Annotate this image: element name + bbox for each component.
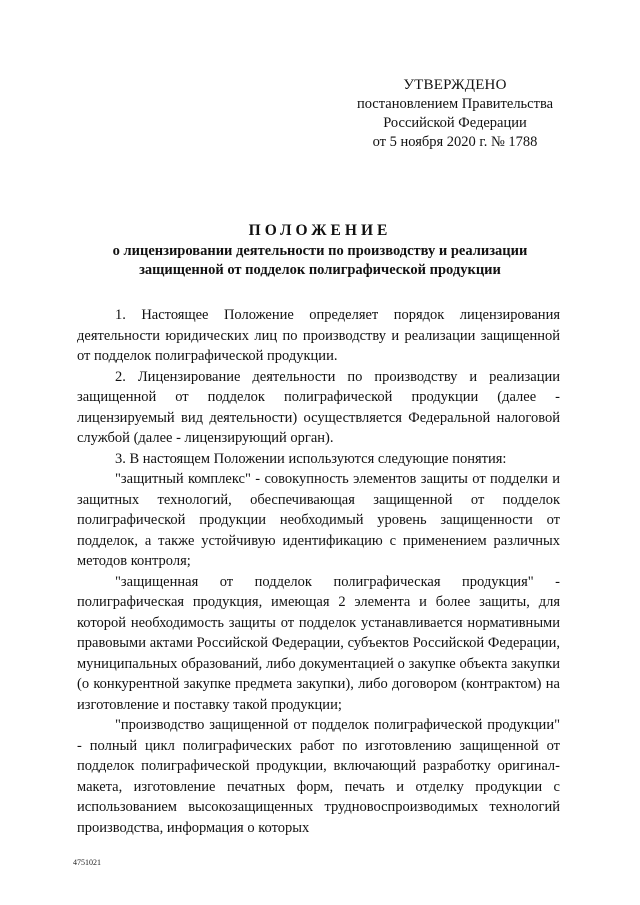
approval-line-2: Российской Федерации bbox=[383, 115, 527, 131]
definition-protective-complex: "защитный комплекс" - совокупность элементов защиты от подделки и защитных технологий, обеспечивающая защищенной от подделок полиграфической продукции необходимый уровень защищенности от подделок, а также устойчивую идентификацию с применением различных методов контроля; bbox=[77, 471, 560, 569]
approval-line-1: постановлением Правительства bbox=[356, 96, 554, 112]
approval-stamp bbox=[340, 76, 570, 152]
paragraph-2: 2. Лицензирование деятельности по производству и реализации защищенной от подделок полиграфической продукции (далее - лицензируемый вид деятельности) осуществляется Федеральной налоговой службой (далее - лицензирующий орган). bbox=[77, 368, 560, 446]
definition-protected-products: "защищенная от подделок полиграфическая продукция" - полиграфическая продукция, имеющая 2 элемента и более защиты, для которой необходимость защиты от подделок устанавливается нормативными правовыми актами Российской Федерации, субъектов Российской Федерации, муниципальных образований, либо документацией о закупке объекта закупки (о конкурентной закупке предмета закупки), либо договором (контрактом) на изготовление и поставку такой продукции; bbox=[77, 573, 560, 713]
approval-line-3: от 5 ноября 2020 г. № 1788 bbox=[372, 134, 538, 150]
document-body bbox=[77, 305, 560, 838]
paragraph-3: 3. В настоящем Положении используются следующие понятия: bbox=[115, 450, 507, 467]
document-title: ПОЛОЖЕНИЕ bbox=[248, 222, 392, 239]
document-subtitle-line-2: защищенной от подделок полиграфической продукции bbox=[139, 262, 501, 278]
document-code: 4751021 bbox=[73, 858, 101, 867]
approval-heading: УТВЕРЖДЕНО bbox=[403, 77, 507, 93]
paragraph-1: 1. Настоящее Положение определяет порядок лицензирования деятельности юридических лиц по производству и реализации защищенной от подделок полиграфической продукции. bbox=[77, 307, 560, 364]
definition-production: "производство защищенной от подделок полиграфической продукции" - полный цикл полиграфических работ по изготовлению защищенной от подделок полиграфической продукции, включающий разработку оригинал-макета, изготовление печатных форм, печать и отделку продукции с использованием высокозащищенных трудновоспроизводимых технологий производства, информация о которых bbox=[77, 717, 560, 836]
document-subtitle-line-1: о лицензировании деятельности по производству и реализации bbox=[112, 243, 528, 259]
document-title-block bbox=[60, 220, 580, 280]
